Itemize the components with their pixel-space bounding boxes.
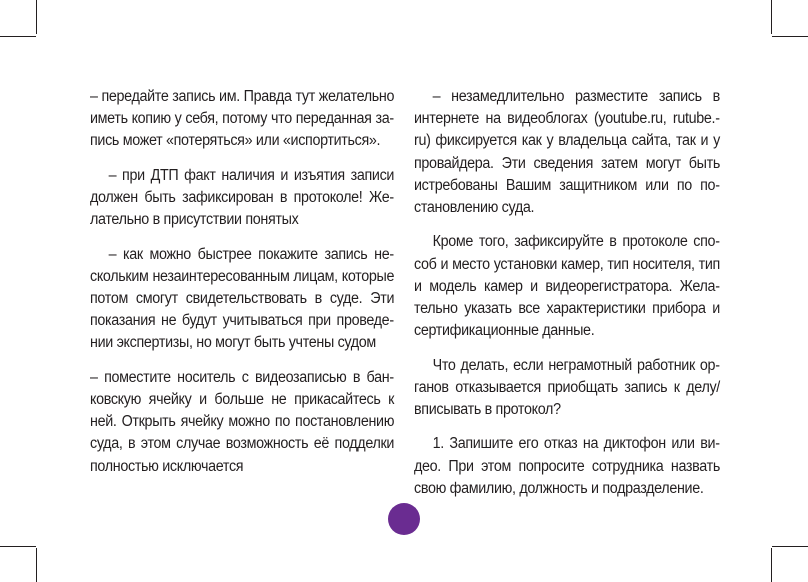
crop-mark-top-left — [36, 0, 37, 34]
left-paragraph-3: – как можно быстрее покажите запись нескольким незаинтересованным лицам, которые потом смогут свидетельствовать в суде. Эти показания не будут учитываться при проведении экспертизы, но могут быть учтены судом — [90, 245, 395, 352]
right-paragraph-3: Что делать, если неграмотный работник органов отказывается приобщать запись к делу/ вписывать в протокол? — [414, 356, 720, 419]
right-text-column — [414, 86, 720, 512]
right-paragraph-1: – незамедлительно разместите запись в интернете на видеоблогах (youtube.ru, rutube.ru) фиксируется как у владельца сайта, так и у провайдера. Эти сведения затем могут быть истребованы Вашим защитником или по постановлению суда. — [414, 88, 720, 217]
left-paragraph-1: – передайте запись им. Правда тут желательно иметь копию у себя, потому что переданная запись может «потеряться» или «испортиться». — [90, 88, 395, 150]
crop-mark-top-left-h — [0, 36, 36, 37]
left-paragraph-2: – при ДТП факт наличия и изъятия записи должен быть зафиксирован в протоколе! Желательно в присутствии понятых — [90, 166, 395, 229]
right-paragraph-2: Кроме того, зафиксируйте в протоколе способ и место установки камер, тип носителя, тип и модель камер и видеорегистратора. Желательно указать все характеристики прибора и сертификационные данные. — [414, 233, 720, 340]
crop-mark-top-right-h — [772, 36, 808, 37]
crop-mark-bottom-left — [36, 548, 37, 582]
crop-mark-bottom-right-h — [772, 546, 808, 547]
crop-mark-bottom-left-h — [0, 546, 36, 547]
left-paragraph-4: – поместите носитель с видеозаписью в банковскую ячейку и больше не прикасайтесь к ней. Открыть ячейку можно по постановлению суда, в этом случае возможность её подделки полностью исключается — [90, 368, 395, 475]
crop-mark-top-right — [771, 0, 772, 34]
right-paragraph-4: 1. Запишите его отказ на диктофон или видео. При этом попросите сотрудника назвать свою фамилию, должность и подразделение. — [414, 435, 720, 497]
crop-mark-bottom-right — [771, 548, 772, 582]
left-text-column — [90, 86, 394, 490]
page-marker-dot — [388, 503, 420, 535]
